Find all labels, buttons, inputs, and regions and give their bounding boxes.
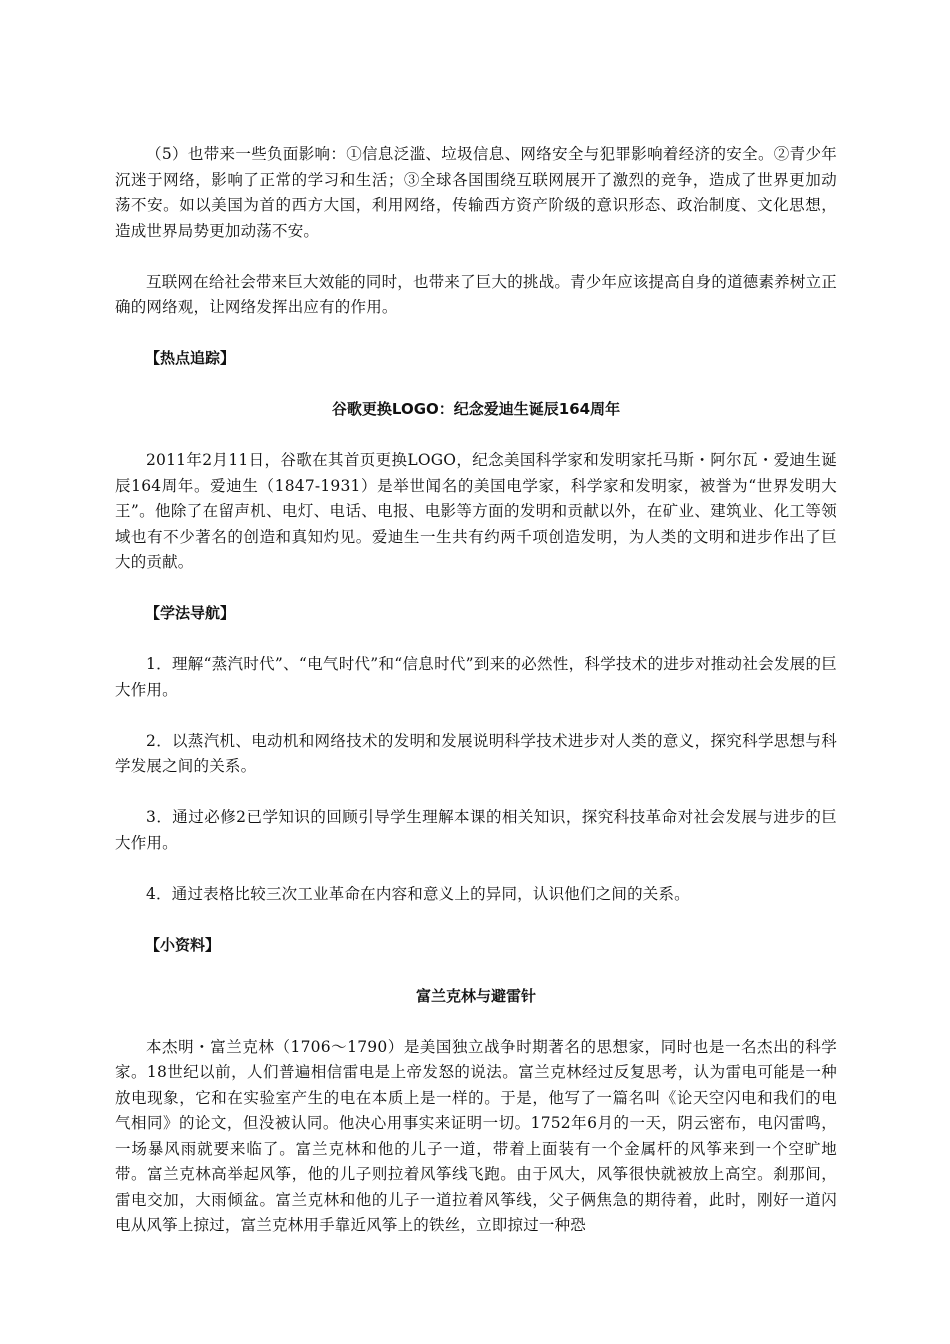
paragraph-negative-effects: （5）也带来一些负面影响：①信息泛滥、垃圾信息、网络安全与犯罪影响着经济的安全。②青少年沉迷于网络，影响了正常的学习和生活；③全球各国围绕互联网展开了激烈的竞争，造成了世界更加动荡不安。如以美国为首的西方大国，利用网络，传输西方资产阶级的意识形态、政治制度、文化思想，造成世界局势更加动荡不安。 <box>115 145 837 240</box>
heading-hot-tracking: 【热点追踪】 <box>145 349 236 367</box>
document-page <box>115 142 837 1239</box>
paragraph-franklin: 本杰明・富兰克林（1706～1790）是美国独立战争时期著名的思想家，同时也是一名杰出的科学家。18世纪以前，人们普遍相信雷电是上帝发怒的说法。富兰克林经过反复思考，认为雷电可能是一种放电现象，它和在实验室产生的电在本质上是一样的。于是，他写了一篇名叫《论天空闪电和我们的电气相同》的论文，但没被认同。他决心用事实来证明一切。1752年6月的一天，阴云密布，电闪雷鸣，一场暴风雨就要来临了。富兰克林和他的儿子一道，带着上面装有一个金属杆的风筝来到一个空旷地带。富兰克林高举起风筝，他的儿子则拉着风筝线飞跑。由于风大，风筝很快就被放上高空。刹那间，雷电交加，大雨倾盆。富兰克林和他的儿子一道拉着风筝线，父子俩焦急的期待着，此时，刚好一道闪电从风筝上掠过，富兰克林用手靠近风筝上的铁丝，立即掠过一种恐 <box>115 1037 837 1234</box>
list-item-method-2: 2．以蒸汽机、电动机和网络技术的发明和发展说明科学技术进步对人类的意义，探究科学思想与科学发展之间的关系。 <box>115 731 837 775</box>
heading-study-guide: 【学法导航】 <box>145 604 236 622</box>
title-google-logo: 谷歌更换LOGO：纪念爱迪生诞辰164周年 <box>331 400 621 418</box>
list-item-method-3: 3．通过必修2已学知识的回顾引导学生理解本课的相关知识，探究科技革命对社会发展与进步的巨大作用。 <box>115 808 837 852</box>
title-franklin: 富兰克林与避雷针 <box>415 986 536 1005</box>
paragraph-google-edison: 2011年2月11日，谷歌在其首页更换LOGO，纪念美国科学家和发明家托马斯・阿尔瓦・爱迪生诞辰164周年。爱迪生（1847-1931）是举世闻名的美国电学家，科学家和发明家，被誉为“世界发明大王”。他除了在留声机、电灯、电话、电报、电影等方面的发明和贡献以外，在矿业、建筑业、化工等领域也有不少著名的创造和真知灼见。爱迪生一生共有约两千项创造发明，为人类的文明和进步作出了巨大的贡献。 <box>115 451 837 571</box>
heading-small-info: 【小资料】 <box>145 935 221 954</box>
paragraph-internet-challenge: 互联网在给社会带来巨大效能的同时，也带来了巨大的挑战。青少年应该提高自身的道德素养树立正确的网络观，让网络发挥出应有的作用。 <box>115 272 837 316</box>
list-item-method-1: 1．理解“蒸汽时代”、“电气时代”和“信息时代”到来的必然性，科学技术的进步对推动社会发展的巨大作用。 <box>115 655 837 699</box>
list-item-method-4: 4．通过表格比较三次工业革命在内容和意义上的异同，认识他们之间的关系。 <box>146 884 690 903</box>
